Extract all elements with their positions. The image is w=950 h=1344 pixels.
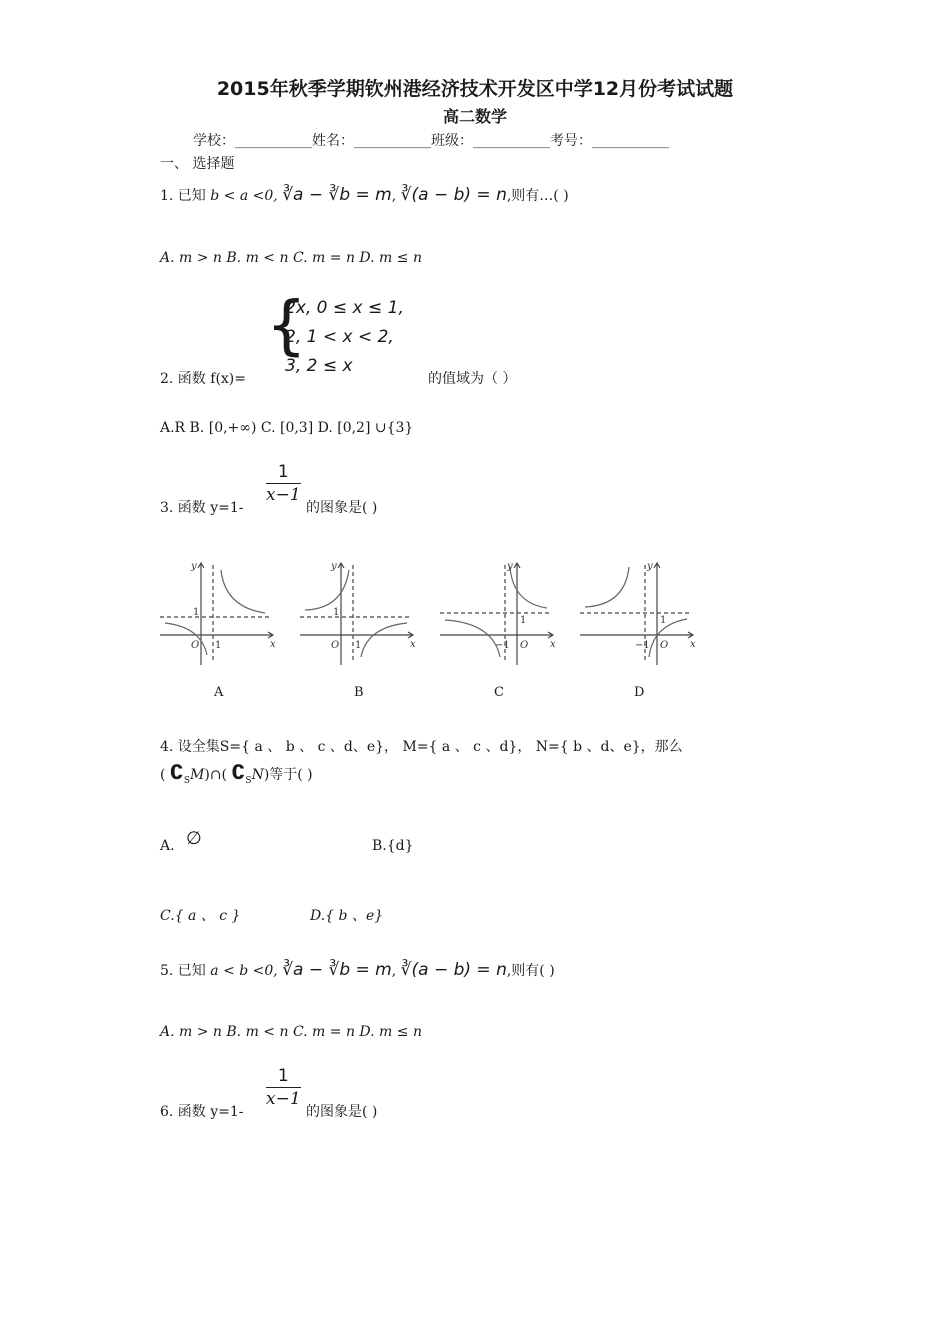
graph-a-origin: O — [191, 640, 200, 651]
question-5-tail: ,则有( ) — [506, 963, 555, 979]
question-5-expr-n: ∛(a − b) = n — [400, 960, 507, 980]
question-6-tail: 的图象是( ) — [306, 1104, 378, 1120]
question-5: 5. 已知 a < b <0, ∛a − ∛b = m, ∛(a − b) = n,则有( ) — [160, 960, 555, 980]
graph-d-neg-one: −1 — [635, 640, 650, 651]
graph-b-one-x: 1 — [355, 640, 362, 651]
question-4-option-b: B.{d} — [372, 838, 414, 854]
question-5-lead: 5. 已知 — [160, 963, 211, 979]
question-1-lead: 1. 已知 — [160, 188, 211, 204]
empty-set-icon: ∅ — [186, 828, 202, 849]
intersection-mid: )∩( — [204, 767, 228, 783]
question-3-tail: 的图象是( ) — [306, 500, 378, 516]
question-1: 1. 已知 b < a <0, ∛a − ∛b = m, ∛(a − b) = n,则有…( ) — [160, 185, 569, 205]
graph-d-one-y: 1 — [660, 615, 667, 626]
question-3-fraction — [266, 462, 301, 505]
graph-label-a: A — [214, 685, 224, 700]
question-4-option-a: A. — [160, 838, 175, 854]
fraction-denominator: x−1 — [266, 1089, 301, 1109]
question-4-tail: )等于( ) — [263, 767, 313, 783]
graph-label-c: C — [494, 685, 504, 700]
graph-b-y-label: y — [331, 561, 337, 572]
graph-b-origin: O — [331, 640, 340, 651]
question-5-options: A. m > n B. m < n C. m = n D. m ≤ n — [160, 1024, 422, 1040]
piecewise-case-3: 3, 2 ≤ x — [285, 356, 353, 376]
complement-icon: ∁ — [169, 760, 184, 784]
set-n: N — [251, 767, 264, 783]
graph-label-d: D — [634, 685, 645, 700]
graph-a-x-label: x — [270, 639, 276, 650]
question-1-expr-n: ∛(a − b) = n — [400, 185, 507, 205]
graph-c-one-y: 1 — [520, 615, 527, 626]
graph-d-origin: O — [660, 640, 669, 651]
graph-label-b: B — [354, 685, 364, 700]
piecewise-case-2: 2, 1 < x < 2, — [285, 327, 394, 347]
question-6-lead: 6. 函数 y=1- — [160, 1104, 244, 1120]
paren-open: ( — [160, 767, 166, 783]
question-2-tail: 的值域为（ ） — [428, 371, 517, 387]
question-1-tail: ,则有…( ) — [506, 188, 569, 204]
complement-icon: ∁ — [231, 760, 246, 784]
question-4-line-1: 4. 设全集S={ a 、 b 、 c 、d、e}， M={ a 、 c 、d}， N={ b 、d、e}，那么 — [160, 739, 683, 755]
question-5-condition: a < b <0, — [210, 963, 278, 979]
exam-title: 2015年秋季学期钦州港经济技术开发区中学12月份考试试题 — [216, 78, 734, 100]
question-2-options: A.R B. [0,+∞) C. [0,3] D. [0,2] ∪{3} — [160, 420, 414, 436]
question-4-option-d: D.{ b 、e} — [310, 908, 384, 924]
question-1-expr-m: ∛a − ∛b = m — [282, 185, 392, 205]
question-5-expr-m: ∛a − ∛b = m — [282, 960, 392, 980]
graph-a-y-label: y — [191, 561, 197, 572]
graph-a-one-x: 1 — [215, 640, 222, 651]
question-3-graphs — [155, 555, 715, 670]
question-4-line-2 — [160, 760, 313, 786]
question-1-options: A. m > n B. m < n C. m = n D. m ≤ n — [160, 250, 422, 266]
graph-c-origin: O — [520, 640, 529, 651]
graph-c-y-label: y — [507, 561, 513, 572]
question-4-option-c: C.{ a 、 c } — [160, 908, 241, 924]
student-info-line: 学校：___________姓名：___________班级：___________考号：___________ — [193, 133, 669, 149]
set-m: M — [190, 767, 205, 783]
graph-c-x-label: x — [550, 639, 556, 650]
section-heading: 一、 选择题 — [160, 156, 235, 172]
subscript-s: S — [245, 775, 252, 786]
piecewise-case-1: 2x, 0 ≤ x ≤ 1, — [285, 298, 404, 318]
graph-c-neg-one: −1 — [495, 640, 510, 651]
fraction-numerator: 1 — [266, 462, 301, 484]
graph-b-one-y: 1 — [333, 607, 340, 618]
fraction-denominator: x−1 — [266, 485, 301, 505]
question-1-condition: b < a <0, — [210, 188, 278, 204]
graph-d-y-label: y — [647, 561, 653, 572]
subscript-s: S — [183, 775, 191, 786]
piecewise-brace: { — [266, 289, 307, 363]
fraction-numerator: 1 — [266, 1066, 301, 1088]
question-2-lead: 2. 函数 f(x)= — [160, 371, 246, 387]
question-6-fraction — [266, 1066, 301, 1109]
graph-b-x-label: x — [410, 639, 416, 650]
graph-d-x-label: x — [690, 639, 696, 650]
question-3-lead: 3. 函数 y=1- — [160, 500, 244, 516]
exam-subtitle: 高二数学 — [442, 107, 507, 126]
graph-a-one-y: 1 — [193, 607, 200, 618]
